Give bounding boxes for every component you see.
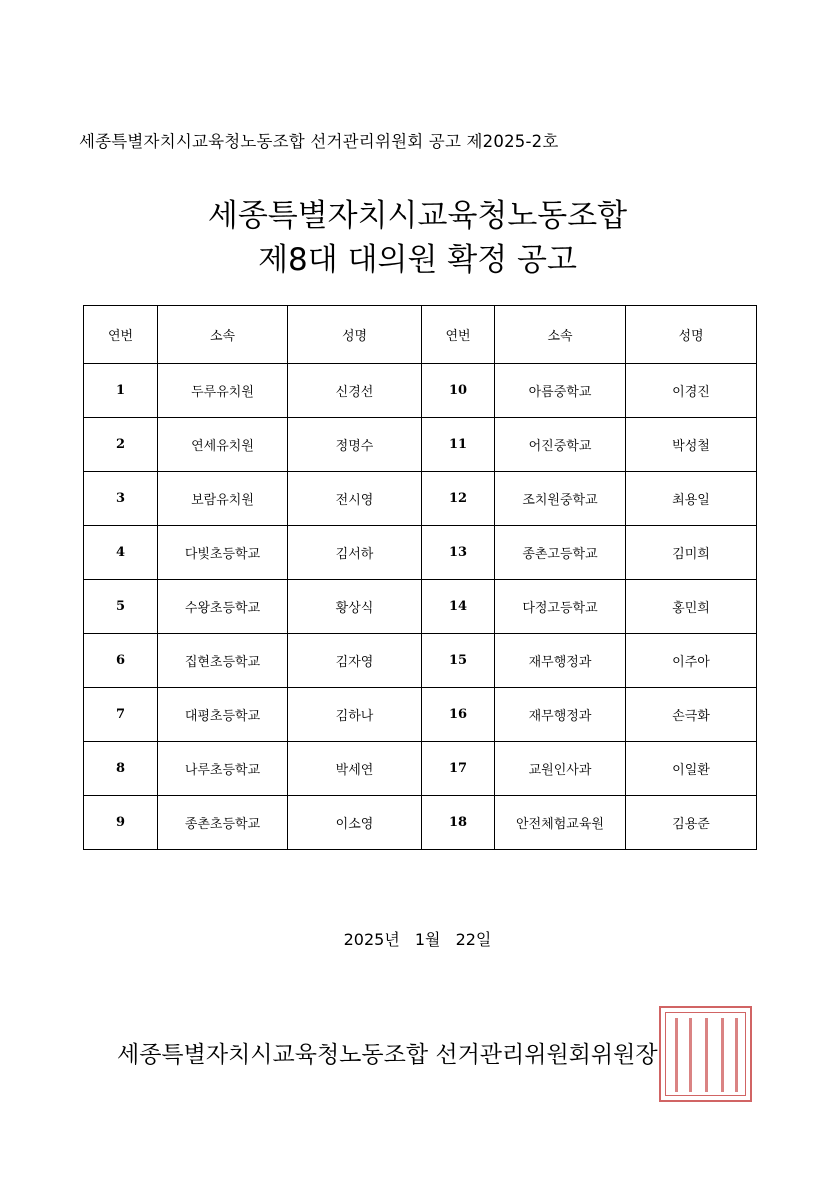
affiliation-cell: 나루초등학교 xyxy=(158,742,288,796)
row-number-cell: 14 xyxy=(422,580,495,634)
delegate-table xyxy=(83,305,757,850)
affiliation-cell: 두루유치원 xyxy=(158,364,288,418)
table-row xyxy=(84,742,757,796)
header-cell: 성명 xyxy=(288,306,422,364)
table-row xyxy=(84,364,757,418)
row-number-cell: 13 xyxy=(422,526,495,580)
name-cell: 최용일 xyxy=(626,472,757,526)
affiliation-cell: 종촌고등학교 xyxy=(495,526,626,580)
affiliation-cell: 수왕초등학교 xyxy=(158,580,288,634)
name-cell: 손극화 xyxy=(626,688,757,742)
name-cell: 홍민희 xyxy=(626,580,757,634)
name-cell: 이일환 xyxy=(626,742,757,796)
table-row xyxy=(84,526,757,580)
affiliation-cell: 조치원중학교 xyxy=(495,472,626,526)
table-row xyxy=(84,634,757,688)
table-row xyxy=(84,688,757,742)
row-number-cell: 17 xyxy=(422,742,495,796)
row-number-cell: 18 xyxy=(422,796,495,850)
row-number-cell: 2 xyxy=(84,418,158,472)
seal-stroke xyxy=(721,1018,724,1092)
header-cell: 소속 xyxy=(495,306,626,364)
row-number-cell: 6 xyxy=(84,634,158,688)
document-title-line1: 세종특별자치시교육청노동조합 xyxy=(207,198,628,234)
name-cell: 이경진 xyxy=(626,364,757,418)
seal-stroke xyxy=(675,1018,678,1092)
name-cell: 김미희 xyxy=(626,526,757,580)
affiliation-cell: 다정고등학교 xyxy=(495,580,626,634)
affiliation-cell: 아름중학교 xyxy=(495,364,626,418)
affiliation-cell: 대평초등학교 xyxy=(158,688,288,742)
name-cell: 이소영 xyxy=(288,796,422,850)
affiliation-cell: 재무행정과 xyxy=(495,688,626,742)
header-cell: 연번 xyxy=(422,306,495,364)
name-cell: 김자영 xyxy=(288,634,422,688)
row-number-cell: 3 xyxy=(84,472,158,526)
affiliation-cell: 집현초등학교 xyxy=(158,634,288,688)
row-number-cell: 1 xyxy=(84,364,158,418)
row-number-cell: 12 xyxy=(422,472,495,526)
name-cell: 정명수 xyxy=(288,418,422,472)
seal-stroke xyxy=(705,1018,708,1092)
name-cell: 김서하 xyxy=(288,526,422,580)
affiliation-cell: 재무행정과 xyxy=(495,634,626,688)
affiliation-cell: 연세유치원 xyxy=(158,418,288,472)
row-number-cell: 10 xyxy=(422,364,495,418)
row-number-cell: 8 xyxy=(84,742,158,796)
name-cell: 박세연 xyxy=(288,742,422,796)
row-number-cell: 16 xyxy=(422,688,495,742)
row-number-cell: 9 xyxy=(84,796,158,850)
name-cell: 이주아 xyxy=(626,634,757,688)
header-cell: 연번 xyxy=(84,306,158,364)
affiliation-cell: 보람유치원 xyxy=(158,472,288,526)
table-row xyxy=(84,580,757,634)
seal-stroke xyxy=(735,1018,738,1092)
document-title-line2: 제8대 대의원 확정 공고 xyxy=(258,242,577,278)
row-number-cell: 7 xyxy=(84,688,158,742)
name-cell: 황상식 xyxy=(288,580,422,634)
row-number-cell: 4 xyxy=(84,526,158,580)
table-header-row xyxy=(84,306,757,364)
affiliation-cell: 어진중학교 xyxy=(495,418,626,472)
row-number-cell: 11 xyxy=(422,418,495,472)
name-cell: 전시영 xyxy=(288,472,422,526)
row-number-cell: 5 xyxy=(84,580,158,634)
header-cell: 성명 xyxy=(626,306,757,364)
name-cell: 김용준 xyxy=(626,796,757,850)
affiliation-cell: 안전체험교육원 xyxy=(495,796,626,850)
table-row xyxy=(84,418,757,472)
table-row xyxy=(84,472,757,526)
name-cell: 김하나 xyxy=(288,688,422,742)
name-cell: 박성철 xyxy=(626,418,757,472)
name-cell: 신경선 xyxy=(288,364,422,418)
row-number-cell: 15 xyxy=(422,634,495,688)
header-cell: 소속 xyxy=(158,306,288,364)
announcement-date: 2025년 1월 22일 xyxy=(343,930,492,949)
affiliation-cell: 교원인사과 xyxy=(495,742,626,796)
table-row xyxy=(84,796,757,850)
signer-title: 세종특별자치시교육청노동조합 선거관리위원회위원장 xyxy=(117,1042,658,1068)
official-seal xyxy=(659,1006,752,1102)
notice-number: 세종특별자치시교육청노동조합 선거관리위원회 공고 제2025-2호 xyxy=(79,132,559,151)
affiliation-cell: 종촌초등학교 xyxy=(158,796,288,850)
affiliation-cell: 다빛초등학교 xyxy=(158,526,288,580)
seal-stroke xyxy=(689,1018,692,1092)
